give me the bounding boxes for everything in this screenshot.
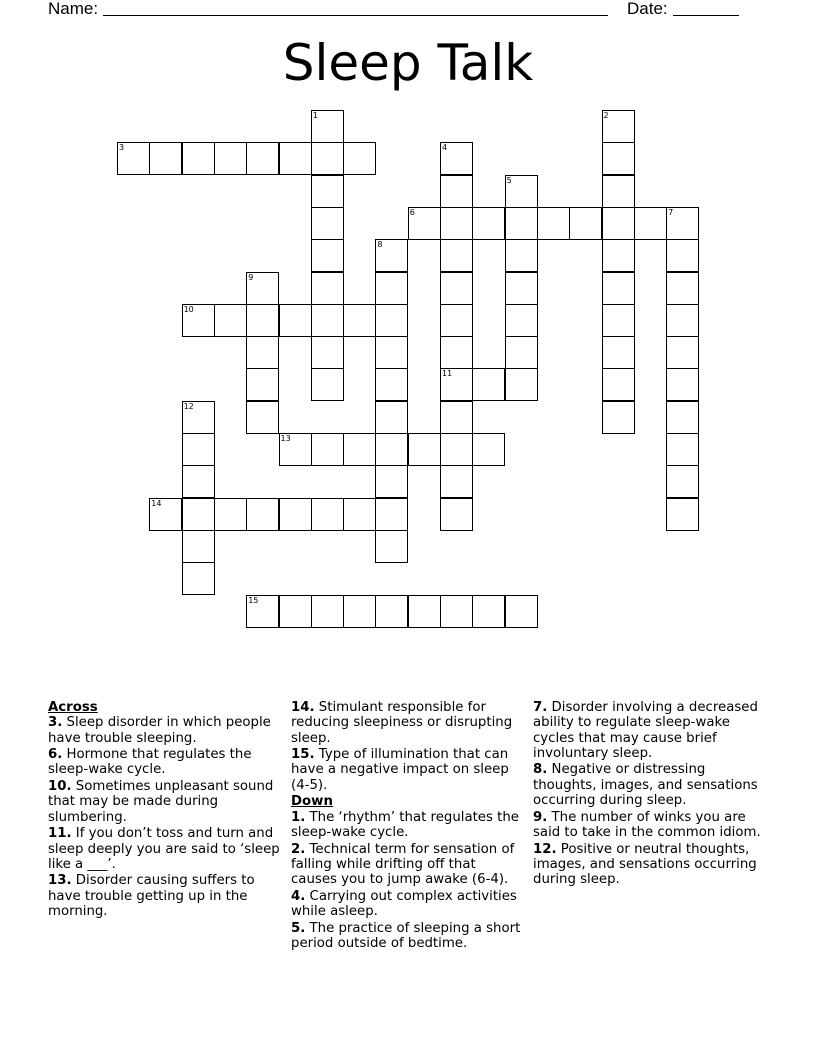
grid-cell[interactable] [472,368,505,401]
clue-number-label: 8 [377,240,383,250]
clue-number: 8. [533,762,548,778]
grid-cell[interactable] [214,142,247,175]
grid-cell[interactable] [311,175,344,208]
grid-cell[interactable] [602,207,635,240]
clue-number-label: 11 [442,369,453,379]
grid-cell[interactable] [666,239,699,272]
grid-cell[interactable] [537,207,570,240]
grid-cell[interactable] [279,304,312,337]
clue-number-label: 1 [312,111,318,120]
grid-cell[interactable] [182,465,215,498]
grid-cell[interactable] [408,595,441,628]
grid-cell[interactable] [246,142,279,175]
grid-cell[interactable] [602,239,635,272]
clue-number: 14. [291,700,315,715]
grid-cell[interactable] [246,595,279,628]
clue-item [291,842,523,888]
clue-number-label: 3 [119,143,125,153]
grid-cell[interactable] [602,401,635,434]
grid-cell[interactable] [602,336,635,369]
clue-number-label: 5 [506,175,512,185]
grid-cell[interactable] [246,336,279,369]
grid-cell[interactable] [149,498,182,531]
grid-cell[interactable] [666,304,699,337]
grid-cell[interactable] [472,207,505,240]
grid-cell[interactable] [602,110,635,143]
clue-text: Stimulant responsible for reducing sleepiness or disrupting sleep. [291,700,513,746]
clue-column-3 [533,700,765,889]
grid-cell[interactable] [602,272,635,305]
clue-item [291,810,523,841]
grid-cell[interactable] [505,368,538,401]
grid-cell[interactable] [440,336,473,369]
grid-cell[interactable] [375,272,408,305]
grid-cell[interactable] [246,401,279,434]
grid-cell[interactable] [440,368,473,401]
grid-cell[interactable] [440,207,473,240]
grid-cell[interactable] [375,498,408,531]
clue-item [48,747,280,778]
grid-cell[interactable] [505,336,538,369]
clue-number-label: 14 [151,498,162,508]
grid-cell[interactable] [375,465,408,498]
clue-item [48,873,280,919]
clue-item [533,842,765,888]
grid-cell[interactable] [343,142,376,175]
grid-cell[interactable] [311,595,344,628]
grid-cell[interactable] [505,595,538,628]
grid-cell[interactable] [311,110,344,143]
clue-number-label: 4 [442,143,448,153]
clue-number: 1. [291,809,306,825]
grid-cell[interactable] [505,304,538,337]
grid-cell[interactable] [311,304,344,337]
grid-cell[interactable] [666,336,699,369]
clue-number: 15. [291,747,315,763]
clue-number: 6. [48,747,63,763]
grid-cell[interactable] [375,401,408,434]
clue-text: Technical term for sensation of falling while drifting off that causes you to jump awake (6-4). [291,841,515,888]
clue-text: Hormone that regulates the sleep-wake cycle. [48,747,252,778]
grid-cell[interactable] [182,498,215,531]
clue-text: If you don’t toss and turn and sleep deeply you are said to ‘sleep like a ___’. [48,826,280,872]
clue-text: Type of illumination that can have a negative impact on sleep (4-5). [291,747,509,793]
clue-item [291,921,523,952]
grid-cell[interactable] [311,498,344,531]
grid-cell[interactable] [666,401,699,434]
grid-cell[interactable] [440,465,473,498]
grid-cell[interactable] [666,207,699,240]
clue-number: 3. [48,715,63,731]
clue-column-2 [291,700,523,953]
name-label: Name: [48,0,99,18]
grid-cell[interactable] [182,530,215,563]
grid-cell[interactable] [343,304,376,337]
grid-cell[interactable] [440,595,473,628]
grid-cell[interactable] [246,272,279,305]
grid-cell[interactable] [666,368,699,401]
grid-cell[interactable] [279,142,312,175]
grid-cell[interactable] [408,433,441,466]
grid-cell[interactable] [666,272,699,305]
grid-cell[interactable] [343,498,376,531]
grid-cell[interactable] [279,595,312,628]
clue-item [48,826,280,872]
clue-number: 10. [48,779,72,795]
grid-cell[interactable] [311,207,344,240]
clue-item [533,700,765,761]
clue-item [533,762,765,808]
grid-cell[interactable] [375,595,408,628]
clue-text: Sometimes unpleasant sound that may be made during slumbering. [48,779,274,825]
clue-item [48,715,280,746]
clue-number-label: 12 [183,401,194,411]
grid-cell[interactable] [666,433,699,466]
clue-number-label: 2 [603,111,609,120]
grid-cell[interactable] [182,142,215,175]
grid-cell[interactable] [182,562,215,595]
grid-cell[interactable] [666,465,699,498]
clue-number-label: 9 [248,272,254,282]
grid-cell[interactable] [343,433,376,466]
grid-cell[interactable] [182,433,215,466]
grid-cell[interactable] [279,498,312,531]
clue-number: 9. [533,809,548,825]
clue-text: Disorder causing suffers to have trouble getting up in the morning. [48,873,255,920]
grid-cell[interactable] [666,498,699,531]
grid-cell[interactable] [214,498,247,531]
grid-cell[interactable] [634,207,667,240]
clue-column-1 [48,700,280,921]
clue-number-label: 13 [280,434,291,443]
grid-cell[interactable] [246,368,279,401]
grid-cell[interactable] [472,433,505,466]
grid-cell[interactable] [440,239,473,272]
clue-text: Negative or distressing thoughts, images, and sensations occurring during sleep. [533,762,758,809]
clue-text: The number of winks you are said to take in the common idiom. [533,809,761,840]
puzzle-title: Sleep Talk [282,34,534,92]
grid-cell[interactable] [440,142,473,175]
down-heading: Down [291,794,333,810]
grid-cell[interactable] [440,401,473,434]
grid-cell[interactable] [311,368,344,401]
clue-number: 13. [48,873,72,889]
clue-number-label: 15 [248,595,259,605]
grid-cell[interactable] [440,498,473,531]
grid-cell[interactable] [440,433,473,466]
grid-cell[interactable] [440,175,473,208]
grid-cell[interactable] [472,595,505,628]
grid-cell[interactable] [375,433,408,466]
clue-text: The ‘rhythm’ that regulates the sleep-wake cycle. [291,809,519,840]
grid-cell[interactable] [279,433,312,466]
grid-cell[interactable] [375,304,408,337]
grid-cell[interactable] [602,368,635,401]
grid-cell[interactable] [375,239,408,272]
grid-cell[interactable] [408,207,441,240]
grid-cell[interactable] [602,142,635,175]
clue-number: 4. [291,888,306,904]
clue-item [48,779,280,825]
grid-cell[interactable] [505,207,538,240]
grid-cell[interactable] [505,175,538,208]
grid-cell[interactable] [440,304,473,337]
grid-cell[interactable] [149,142,182,175]
clue-number: 12. [533,841,557,857]
grid-cell[interactable] [311,336,344,369]
grid-cell[interactable] [246,498,279,531]
clue-item [533,810,765,841]
clue-text: The practice of sleeping a short period outside of bedtime. [291,920,521,951]
grid-cell[interactable] [117,142,150,175]
grid-cell[interactable] [343,595,376,628]
grid-cell[interactable] [375,530,408,563]
clue-number-label: 6 [409,207,415,217]
clue-text: Carrying out complex activities while asleep. [291,888,517,920]
clue-text: Sleep disorder in which people have trouble sleeping. [48,715,271,746]
clue-number-label: 7 [668,207,674,217]
clue-number-label: 10 [183,304,194,314]
grid-cell[interactable] [440,272,473,305]
clue-item [291,747,523,793]
across-heading: Across [48,700,98,715]
grid-cell[interactable] [182,401,215,434]
clue-number: 7. [533,700,548,715]
grid-cell[interactable] [569,207,602,240]
grid-cell[interactable] [375,368,408,401]
clue-text: Positive or neutral thoughts, images, and sensations occurring during sleep. [533,841,757,888]
clue-text: Disorder involving a decreased ability to regulate sleep-wake cycles that may cause brief involuntary sleep. [533,700,758,761]
grid-cell[interactable] [602,304,635,337]
grid-cell[interactable] [311,142,344,175]
grid-cell[interactable] [505,272,538,305]
clue-number: 2. [291,841,306,857]
clue-item [291,700,523,746]
grid-cell[interactable] [311,239,344,272]
clue-number: 11. [48,826,72,842]
grid-cell[interactable] [311,272,344,305]
grid-cell[interactable] [246,304,279,337]
clue-number: 5. [291,920,306,936]
date-label: Date: [627,0,668,18]
clue-item [291,889,523,920]
grid-cell[interactable] [311,433,344,466]
grid-cell[interactable] [602,175,635,208]
grid-cell[interactable] [505,239,538,272]
grid-cell[interactable] [182,304,215,337]
grid-cell[interactable] [375,336,408,369]
grid-cell[interactable] [214,304,247,337]
